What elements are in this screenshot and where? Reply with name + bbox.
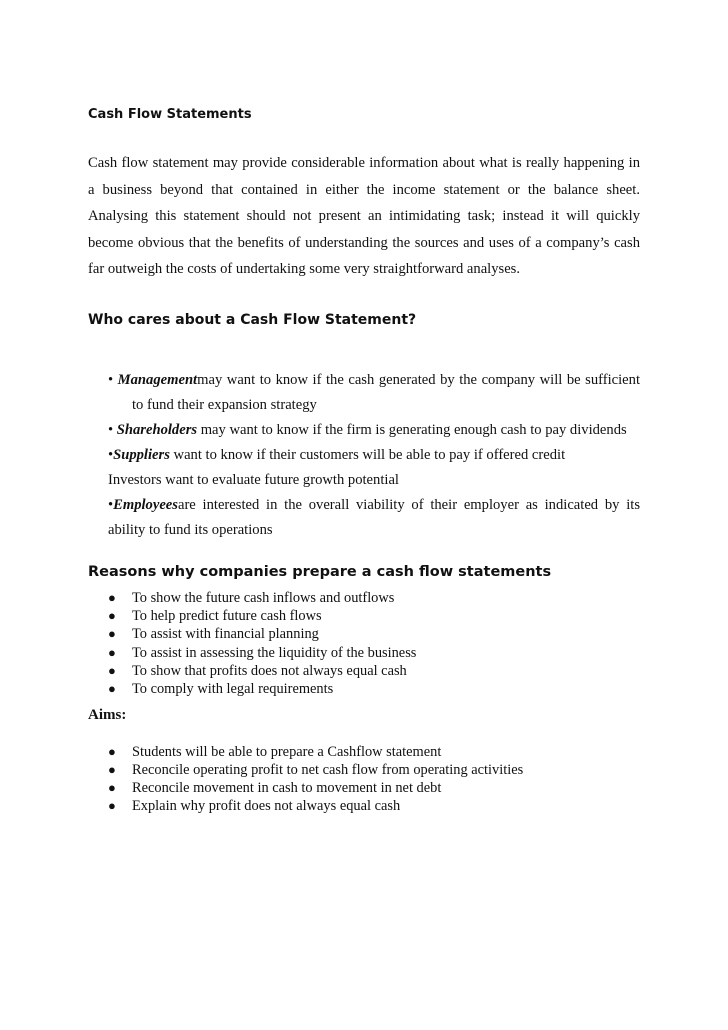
list-item-text: To assist with financial planning: [132, 626, 319, 643]
list-item-shareholders: [108, 418, 640, 443]
list-item-continuation: to fund their expansion strategy: [132, 397, 317, 413]
list-item-employees: [108, 493, 640, 518]
bullet-icon: ●: [108, 762, 116, 777]
bullet-icon: ●: [108, 662, 116, 678]
intro-paragraph: Cash flow statement may provide considerable information about what is really happening in a business beyond that contained in either the income statement or the balance sheet. Analysing this statement should not present an intimidating task; instead it will quickly become obvious that the benefits of understanding the sources and uses of a company’s cash far outweigh the costs of undertaking some very straightforward analyses.: [88, 155, 640, 277]
list-item-text: are interested in the overall viability of their employer as indicated by its: [177, 497, 640, 513]
list-item-investors: Investors want to evaluate future growth potential: [108, 472, 399, 488]
bullet: •: [108, 497, 114, 513]
list-item-text: may want to know if the firm is generating enough cash to pay dividends: [197, 422, 627, 438]
section-title-who-cares: Who cares about a Cash Flow Statement?: [88, 312, 417, 328]
bullet-icon: ●: [108, 798, 116, 813]
list-item: [108, 779, 523, 797]
aims-list: [108, 743, 523, 815]
bullet-icon: ●: [108, 608, 116, 624]
term-suppliers: Suppliers: [113, 447, 170, 463]
list-item: [108, 761, 523, 779]
bullet: •: [108, 372, 118, 388]
bullet: •: [108, 447, 114, 463]
bullet: •: [108, 422, 117, 438]
term-employees: Employees: [113, 497, 178, 513]
list-item-text: Reconcile movement in cash to movement in net debt: [132, 780, 442, 796]
bullet-icon: ●: [108, 590, 116, 605]
reasons-list: [108, 589, 416, 698]
bullet-icon: ●: [108, 626, 116, 642]
list-item-text: may want to know if the cash generated by the company will be sufficient: [197, 372, 640, 388]
section-title-reasons: Reasons why companies prepare a cash flow statements: [88, 564, 552, 580]
list-item-text: To comply with legal requirements: [132, 681, 334, 698]
list-item: [108, 607, 416, 625]
list-item-text: Reconcile operating profit to net cash flow from operating activities: [132, 762, 524, 778]
list-item-text: Explain why profit does not always equal cash: [132, 798, 401, 814]
list-item: [108, 625, 416, 643]
list-item-suppliers: [108, 443, 640, 468]
list-item: [108, 589, 416, 607]
section-title-aims: Aims:: [88, 707, 127, 723]
bullet-icon: ●: [108, 644, 116, 660]
who-cares-list: [108, 368, 640, 543]
list-item-management: [108, 368, 640, 393]
list-item-text: To show the future cash inflows and outflows: [132, 590, 395, 606]
bullet-icon: ●: [108, 780, 116, 795]
term-shareholders: Shareholders: [116, 422, 198, 438]
list-item-text: To assist in assessing the liquidity of the business: [132, 644, 417, 661]
list-item-text: To show that profits does not always equal cash: [132, 662, 407, 679]
list-item: [108, 680, 416, 698]
list-item-text: Students will be able to prepare a Cashflow statement: [132, 744, 442, 760]
section-title-cash-flow-statements: Cash Flow Statements: [88, 107, 252, 122]
term-management: Management: [117, 372, 198, 388]
list-item-continuation: ability to fund its operations: [108, 522, 273, 538]
list-item-text: want to know if their customers will be able to pay if offered credit: [169, 447, 566, 463]
list-item: [108, 644, 416, 662]
list-item: [108, 743, 523, 761]
list-item-text: To help predict future cash flows: [132, 608, 322, 625]
bullet-icon: ●: [108, 681, 116, 697]
list-item: [108, 662, 416, 680]
bullet-icon: ●: [108, 744, 116, 759]
list-item: [108, 797, 523, 815]
